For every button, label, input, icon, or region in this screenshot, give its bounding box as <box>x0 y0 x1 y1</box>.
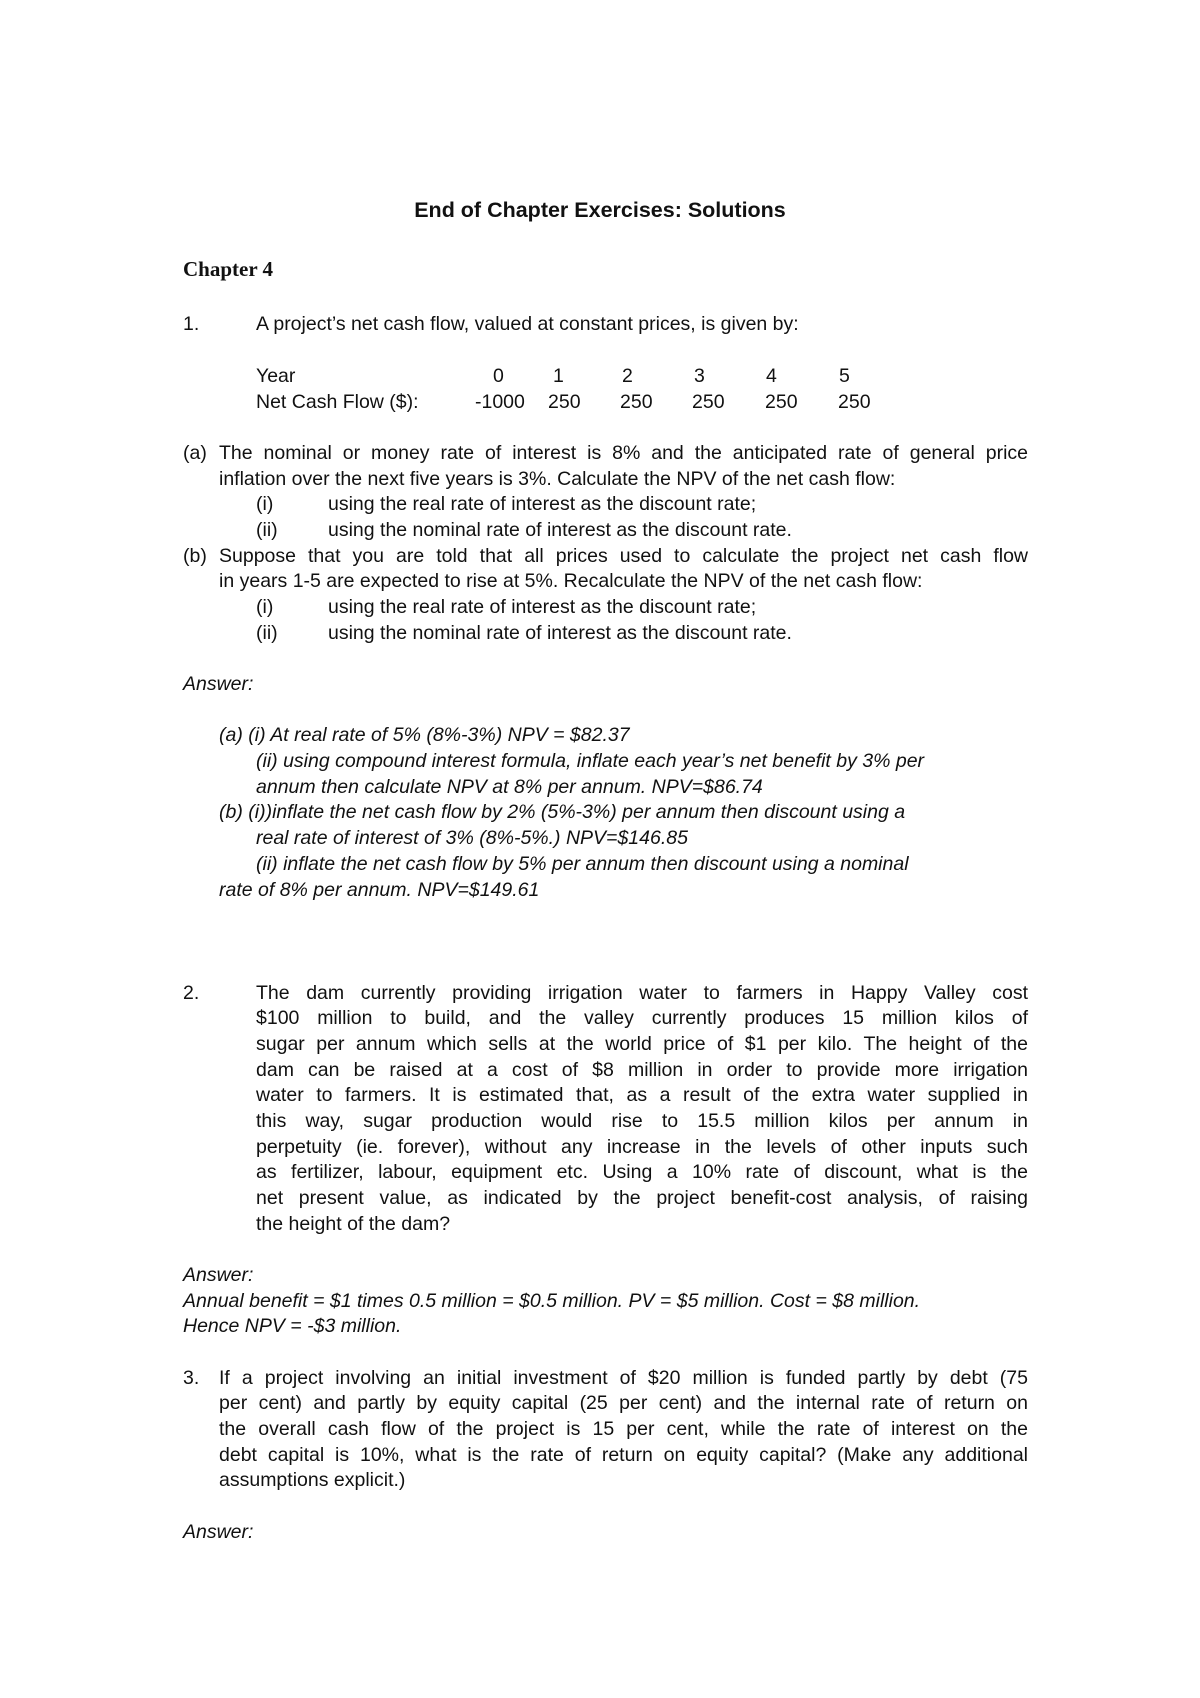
table-cell: 3 <box>694 365 705 387</box>
table-cell: -1000 <box>475 391 525 413</box>
subpart-text: using the nominal rate of interest as the discount rate. <box>328 519 792 541</box>
page-title: End of Chapter Exercises: Solutions <box>414 198 786 222</box>
answer-line: annum then calculate NPV at 8% per annum. NPV=$86.74 <box>256 776 763 798</box>
table-cell: 250 <box>765 391 798 413</box>
answer-line: (ii) using compound interest formula, inflate each year’s net benefit by 3% per <box>256 750 925 772</box>
subpart-text: using the real rate of interest as the discount rate; <box>328 596 757 618</box>
chapter-heading: Chapter 4 <box>183 257 274 281</box>
table-cell: 0 <box>493 365 504 387</box>
table-cell: 250 <box>620 391 653 413</box>
question-line: The dam currently providing irrigation water to farmers in Happy Valley cost <box>256 982 1028 1004</box>
question-line: as fertilizer, labour, equipment etc. Using a 10% rate of discount, what is the <box>256 1161 1028 1183</box>
question-line: perpetuity (ie. forever), without any increase in the levels of other inputs such <box>256 1136 1028 1158</box>
table-cell: 1 <box>553 365 564 387</box>
question-text: A project’s net cash flow, valued at constant prices, is given by: <box>256 313 799 335</box>
table-row-label: Net Cash Flow ($): <box>256 391 419 413</box>
table-cell: 5 <box>839 365 850 387</box>
part-text-line: in years 1-5 are expected to rise at 5%. Recalculate the NPV of the net cash flow: <box>219 570 923 592</box>
answer-line: (b) (i))inflate the net cash flow by 2% (5%-3%) per annum then discount using a <box>219 801 906 823</box>
question-number: 2. <box>183 982 200 1004</box>
part-text-line: inflation over the next five years is 3%. Calculate the NPV of the net cash flow: <box>219 468 896 490</box>
answer-line: (ii) inflate the net cash flow by 5% per annum then discount using a nominal <box>256 853 909 875</box>
part-text-line: Suppose that you are told that all prices used to calculate the project net cash flow <box>219 545 1028 567</box>
subpart-label: (ii) <box>256 622 278 644</box>
subpart-label: (i) <box>256 493 274 515</box>
question-line: per cent) and partly by equity capital (25 per cent) and the internal rate of return on <box>219 1392 1028 1414</box>
subpart-label: (i) <box>256 596 274 618</box>
subpart-text: using the real rate of interest as the discount rate; <box>328 493 757 515</box>
answer-line: (a) (i) At real rate of 5% (8%-3%) NPV = $82.37 <box>219 724 630 746</box>
answer-line: Hence NPV = -$3 million. <box>183 1315 402 1337</box>
question-line: If a project involving an initial investment of $20 million is funded partly by debt (75 <box>219 1367 1028 1389</box>
answer-line: real rate of interest of 3% (8%-5%.) NPV=$146.85 <box>256 827 688 849</box>
question-line: dam can be raised at a cost of $8 million in order to provide more irrigation <box>256 1059 1028 1081</box>
part-label: (a) <box>183 442 207 464</box>
answer-label: Answer: <box>183 673 254 695</box>
question-line: water to farmers. It is estimated that, as a result of the extra water supplied in <box>256 1084 1028 1106</box>
question-number: 3. <box>183 1367 200 1389</box>
question-line: this way, sugar production would rise to 15.5 million kilos per annum in <box>256 1110 1028 1132</box>
question-number: 1. <box>183 313 200 335</box>
part-text-line: The nominal or money rate of interest is 8% and the anticipated rate of general price <box>219 442 1028 464</box>
question-line: the height of the dam? <box>256 1213 451 1235</box>
table-cell: 2 <box>622 365 633 387</box>
question-line: net present value, as indicated by the project benefit-cost analysis, of raising <box>256 1187 1028 1209</box>
answer-label: Answer: <box>183 1264 254 1286</box>
question-line: debt capital is 10%, what is the rate of return on equity capital? (Make any additional <box>219 1444 1028 1466</box>
answer-line: Annual benefit = $1 times 0.5 million = $0.5 million. PV = $5 million. Cost = $8 million. <box>183 1290 921 1312</box>
subpart-label: (ii) <box>256 519 278 541</box>
table-cell: 4 <box>766 365 777 387</box>
subpart-text: using the nominal rate of interest as the discount rate. <box>328 622 792 644</box>
part-label: (b) <box>183 545 207 567</box>
question-line: assumptions explicit.) <box>219 1469 406 1491</box>
question-line: the overall cash flow of the project is 15 per cent, while the rate of interest on the <box>219 1418 1028 1440</box>
question-line: sugar per annum which sells at the world price of $1 per kilo. The height of the <box>256 1033 1028 1055</box>
answer-label: Answer: <box>183 1521 254 1543</box>
question-line: $100 million to build, and the valley currently produces 15 million kilos of <box>256 1007 1028 1029</box>
table-row-label: Year <box>256 365 296 387</box>
table-cell: 250 <box>692 391 725 413</box>
table-cell: 250 <box>838 391 871 413</box>
table-cell: 250 <box>548 391 581 413</box>
answer-line: rate of 8% per annum. NPV=$149.61 <box>219 879 540 901</box>
